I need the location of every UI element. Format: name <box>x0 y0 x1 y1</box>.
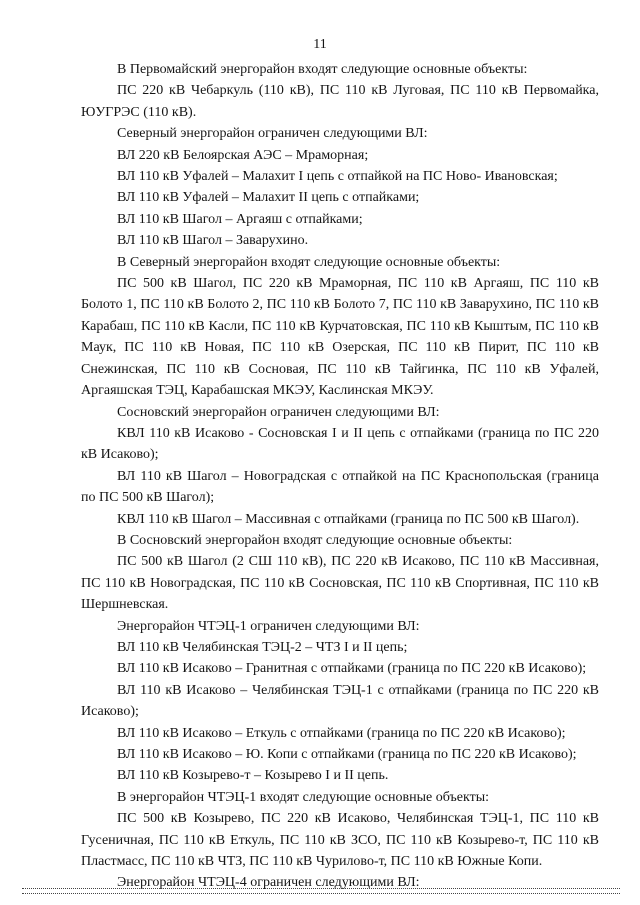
paragraph: Энергорайон ЧТЭЦ-1 ограничен следующими ВЛ: <box>117 618 420 634</box>
paragraph: КВЛ 110 кВ Исаково - Сосновская I и II цепь с отпайками (граница по ПС 220 кВ Исаково); <box>81 425 599 463</box>
paragraph: В Первомайский энергорайон входят следующие основные объекты: <box>117 62 528 77</box>
paragraph: В Сосновский энергорайон входят следующие основные объекты: <box>117 532 513 548</box>
paragraph: Сосновский энергорайон ограничен следующими ВЛ: <box>117 404 440 420</box>
footer-divider <box>22 893 620 894</box>
paragraph: ВЛ 110 кВ Исаково – Гранитная с отпайками (граница по ПС 220 кВ Исаково); <box>117 661 587 677</box>
document-body <box>81 59 599 894</box>
paragraph: ВЛ 110 кВ Исаково – Еткуль с отпайками (граница по ПС 220 кВ Исаково); <box>117 725 566 741</box>
page-number: 11 <box>313 37 327 52</box>
paragraph: ПС 500 кВ Шагол (2 СШ 110 кВ), ПС 220 кВ Исаково, ПС 110 кВ Массивная, ПС 110 кВ Новоградская, ПС 110 кВ Сосновская, ПС 110 кВ Спортивная, ПС 110 кВ Шершневская. <box>81 554 599 613</box>
paragraph: Энергорайон ЧТЭЦ-4 ограничен следующими ВЛ: <box>117 875 420 891</box>
paragraph: ВЛ 110 кВ Шагол – Новоградская с отпайкой на ПС Краснопольская (граница по ПС 500 кВ Шагол); <box>81 468 599 506</box>
paragraph: ВЛ 220 кВ Белоярская АЭС – Мраморная; <box>117 147 369 163</box>
paragraph: КВЛ 110 кВ Шагол – Массивная с отпайками (граница по ПС 500 кВ Шагол). <box>117 511 580 527</box>
paragraph: ВЛ 110 кВ Челябинская ТЭЦ-2 – ЧТЗ I и II цепь; <box>117 639 408 655</box>
paragraph: ВЛ 110 кВ Уфалей – Малахит I цепь с отпайкой на ПС Ново- Ивановская; <box>117 169 558 185</box>
paragraph: ПС 500 кВ Козырево, ПС 220 кВ Исаково, Челябинская ТЭЦ-1, ПС 110 кВ Гусеничная, ПС 110 кВ Еткуль, ПС 110 кВ ЗСО, ПС 110 кВ Козырево-т, ПС 110 кВ Пластмасс, ПС 110 кВ ЧТЗ, ПС 110 кВ Чурилово-т, ПС 110 кВ Южные Копи. <box>81 811 599 870</box>
paragraph: ВЛ 110 кВ Исаково – Челябинская ТЭЦ-1 с отпайками (граница по ПС 220 кВ Исаково); <box>81 682 599 720</box>
paragraph: ВЛ 110 кВ Шагол – Заварухино. <box>117 233 309 249</box>
paragraph: В энергорайон ЧТЭЦ-1 входят следующие основные объекты: <box>117 789 489 805</box>
paragraph: Северный энергорайон ограничен следующими ВЛ: <box>117 126 428 142</box>
paragraph: ПС 220 кВ Чебаркуль (110 кВ), ПС 110 кВ Луговая, ПС 110 кВ Первомайка, ЮУГРЭС (110 кВ). <box>81 83 599 120</box>
paragraph: ВЛ 110 кВ Шагол – Аргаяш с отпайками; <box>117 211 363 227</box>
paragraph: ВЛ 110 кВ Козырево-т – Козырево I и II цепь. <box>117 768 389 784</box>
paragraph: ПС 500 кВ Шагол, ПС 220 кВ Мраморная, ПС 110 кВ Аргаяш, ПС 110 кВ Болото 1, ПС 110 кВ Болото 2, ПС 110 кВ Болото 7, ПС 110 кВ Заварухино, ПС 110 кВ Карабаш, ПС 110 кВ Касли, ПС 110 кВ Курчатовская, ПС 110 кВ Кыштым, ПС 110 кВ Маук, ПС 110 кВ Новая, ПС 110 кВ Озерская, ПС 110 кВ Пирит, ПС 110 кВ Снежинская, ПС 110 кВ Сосновая, ПС 110 кВ Тайгинка, ПС 110 кВ Уфалей, Аргаяшская ТЭЦ, Карабашская МКЭУ, Каслинская МКЭУ. <box>81 276 599 399</box>
paragraph: В Северный энергорайон входят следующие основные объекты: <box>117 254 501 270</box>
paragraph: ВЛ 110 кВ Исаково – Ю. Копи с отпайками (граница по ПС 220 кВ Исаково); <box>117 747 577 762</box>
paragraph: ВЛ 110 кВ Уфалей – Малахит II цепь с отпайками; <box>117 190 420 206</box>
footer-divider <box>22 888 620 889</box>
